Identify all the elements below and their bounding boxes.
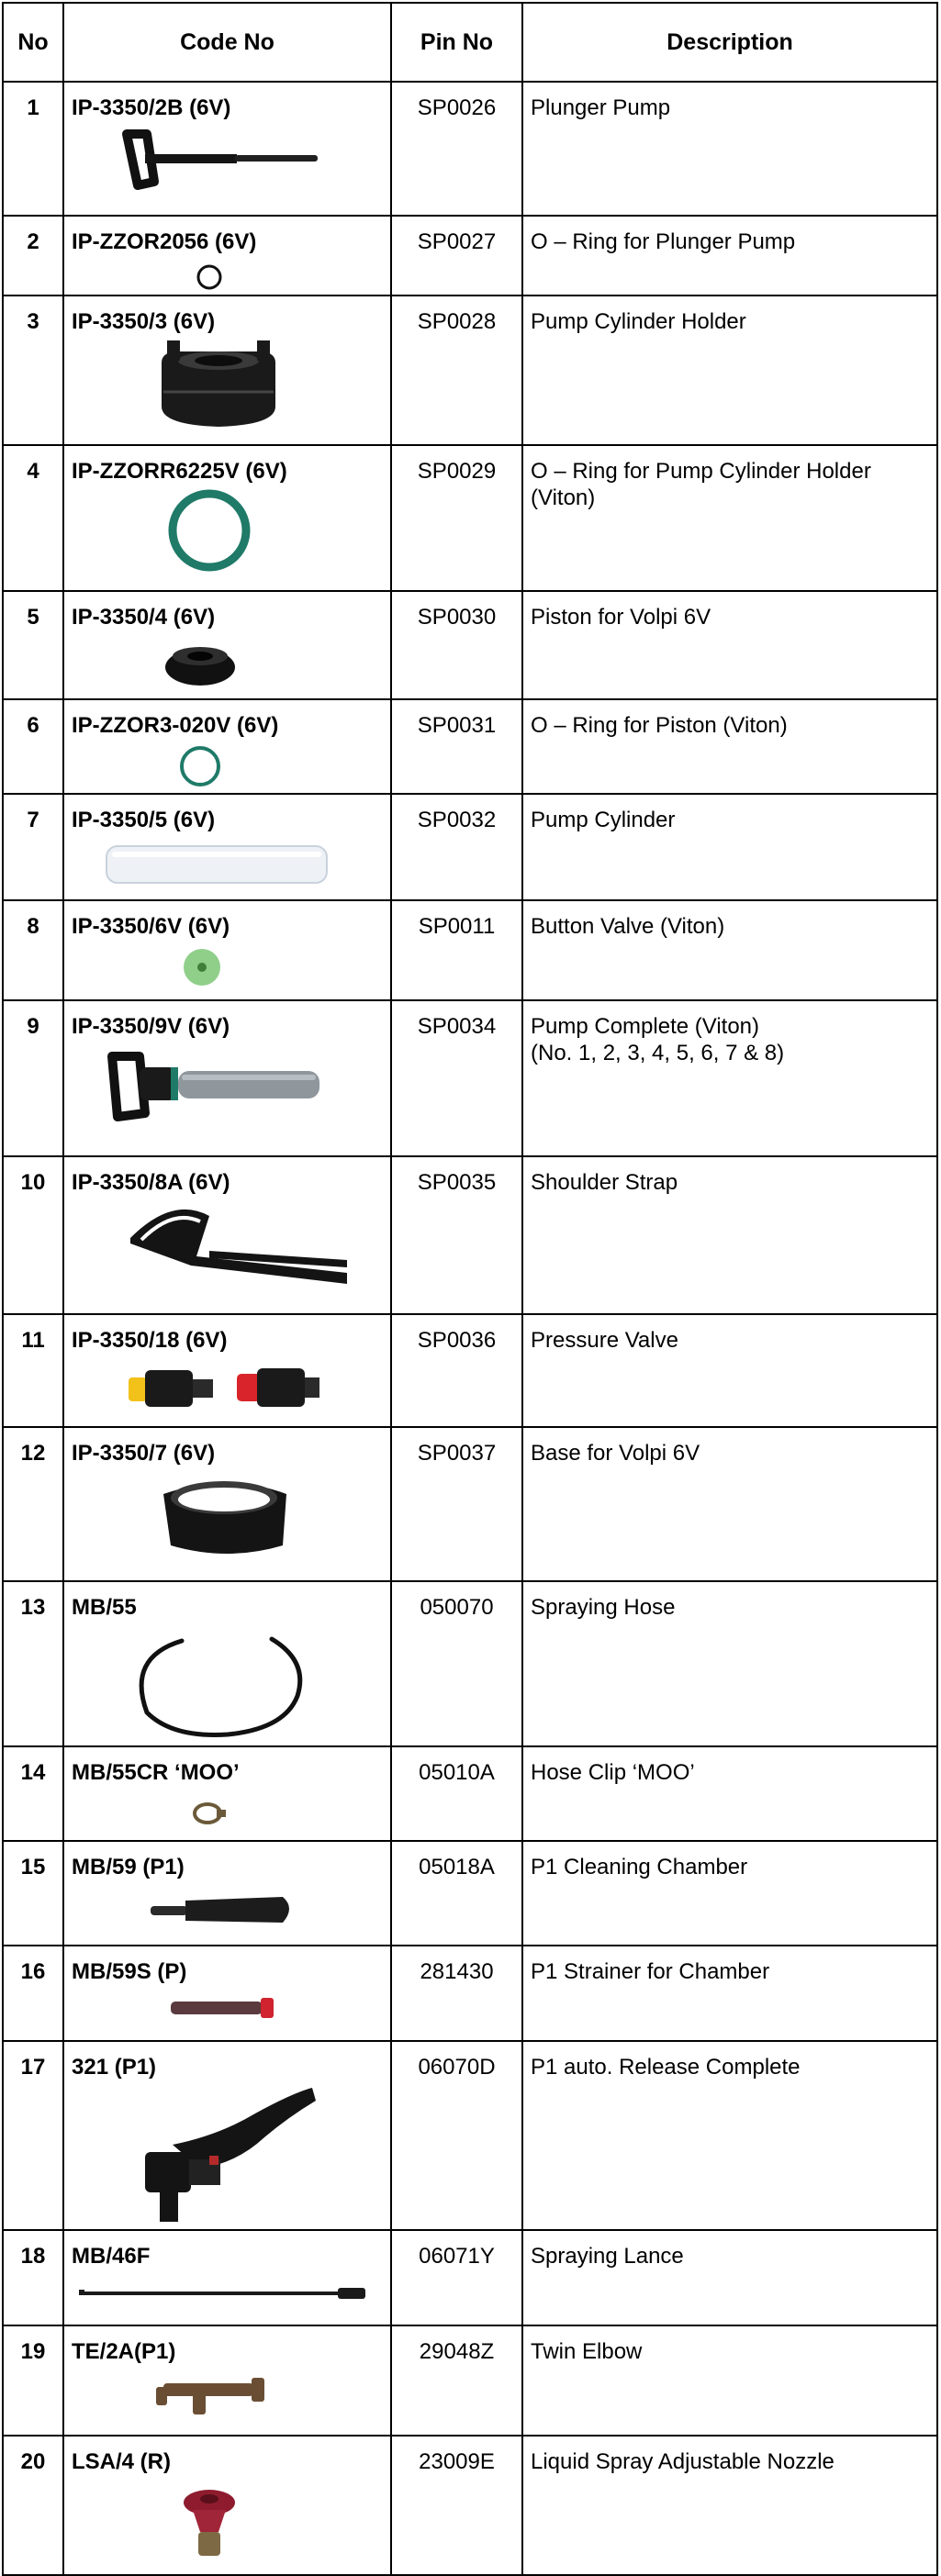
row-no: 13: [3, 1581, 63, 1746]
row-no: 17: [3, 2041, 63, 2230]
row-desc-cell: [522, 1841, 937, 1946]
row-code: MB/55CR ‘MOO’: [72, 1760, 240, 1785]
table-header-row: [3, 3, 937, 82]
release-handle-icon: [72, 2080, 384, 2227]
row-no: 7: [3, 794, 63, 900]
row-desc-cell: [522, 1314, 937, 1427]
nozzle-icon: [72, 2475, 384, 2570]
row-code-cell: [63, 216, 391, 296]
header-description: Description: [522, 3, 937, 82]
cylinder-holder-icon: [72, 335, 384, 436]
row-code: IP-3350/6V (6V): [72, 914, 230, 939]
row-pin: SP0027: [391, 216, 522, 296]
piston-icon: [72, 630, 384, 691]
row-code: LSA/4 (R): [72, 2449, 171, 2474]
row-pin: SP0026: [391, 82, 522, 216]
row-code: MB/55: [72, 1595, 137, 1620]
header-no: No: [3, 3, 63, 82]
row-no: 9: [3, 1000, 63, 1156]
row-desc-cell: [522, 1000, 937, 1156]
shoulder-strap-icon: [72, 1196, 384, 1297]
row-desc: O – Ring for Piston (Viton): [531, 713, 788, 738]
row-pin: SP0032: [391, 794, 522, 900]
row-desc: Liquid Spray Adjustable Nozzle: [531, 2449, 835, 2474]
row-desc: Plunger Pump: [531, 95, 671, 120]
row-code: MB/46F: [72, 2244, 151, 2269]
row-no: 12: [3, 1427, 63, 1581]
row-code-cell: [63, 591, 391, 699]
table-row: [3, 1946, 937, 2041]
row-pin: SP0030: [391, 591, 522, 699]
row-code-cell: [63, 1427, 391, 1581]
row-no: 5: [3, 591, 63, 699]
row-desc-cell: [522, 699, 937, 794]
row-no: 19: [3, 2325, 63, 2436]
row-no: 2: [3, 216, 63, 296]
row-code: IP-3350/4 (6V): [72, 605, 216, 630]
cleaning-chamber-icon: [72, 1880, 384, 1937]
strainer-icon: [72, 1985, 384, 2033]
row-code-cell: [63, 445, 391, 591]
row-desc: P1 Strainer for Chamber: [531, 1959, 770, 1984]
row-desc-cell: [522, 2436, 937, 2575]
row-code-cell: [63, 794, 391, 900]
table-row: [3, 1314, 937, 1427]
row-code-cell: [63, 699, 391, 794]
row-desc: P1 auto. Release Complete: [531, 2055, 801, 2080]
row-pin: SP0029: [391, 445, 522, 591]
table-row: [3, 445, 937, 591]
pump-complete-icon: [72, 1040, 384, 1141]
row-code: MB/59S (P): [72, 1959, 187, 1984]
row-desc-cell: [522, 1581, 937, 1746]
table-row: [3, 1156, 937, 1314]
row-desc-cell: [522, 1946, 937, 2041]
table-row: [3, 1746, 937, 1841]
row-no: 1: [3, 82, 63, 216]
row-desc-line-2: (Viton): [531, 485, 596, 510]
pressure-valve-icon: [72, 1354, 384, 1420]
row-code: 321 (P1): [72, 2055, 157, 2080]
twin-elbow-icon: [72, 2365, 384, 2425]
row-no: 4: [3, 445, 63, 591]
row-pin: SP0036: [391, 1314, 522, 1427]
row-code-cell: [63, 1000, 391, 1156]
row-pin: SP0034: [391, 1000, 522, 1156]
row-code: IP-3350/2B (6V): [72, 95, 231, 120]
row-code-cell: [63, 296, 391, 445]
row-desc-cell: [522, 1427, 937, 1581]
plunger-pump-icon: [72, 121, 384, 209]
row-pin: 05018A: [391, 1841, 522, 1946]
row-code: IP-ZZOR2056 (6V): [72, 229, 257, 254]
row-code: IP-ZZOR3-020V (6V): [72, 713, 279, 738]
row-no: 18: [3, 2230, 63, 2325]
row-desc: O – Ring for Plunger Pump: [531, 229, 796, 254]
row-code: IP-3350/3 (6V): [72, 309, 216, 334]
row-code-cell: [63, 2325, 391, 2436]
row-desc-cell: [522, 1746, 937, 1841]
row-no: 11: [3, 1314, 63, 1427]
row-no: 15: [3, 1841, 63, 1946]
button-valve-icon: [72, 940, 384, 991]
table-row: [3, 82, 937, 216]
row-no: 20: [3, 2436, 63, 2575]
row-code-cell: [63, 1946, 391, 2041]
pump-cylinder-icon: [72, 833, 384, 888]
table-row: [3, 1841, 937, 1946]
row-desc: Pressure Valve: [531, 1328, 678, 1353]
row-pin: SP0035: [391, 1156, 522, 1314]
row-desc: Hose Clip ‘MOO’: [531, 1760, 695, 1785]
row-desc: Pump Complete (Viton): [531, 1014, 759, 1039]
row-pin: 29048Z: [391, 2325, 522, 2436]
table-row: [3, 296, 937, 445]
parts-table: [2, 2, 938, 2576]
row-desc-cell: [522, 82, 937, 216]
row-code: IP-3350/8A (6V): [72, 1170, 230, 1195]
row-code-cell: [63, 2230, 391, 2325]
row-code-cell: [63, 1746, 391, 1841]
header-code: Code No: [63, 3, 391, 82]
row-desc-cell: [522, 591, 937, 699]
table-row: [3, 591, 937, 699]
table-row: [3, 2325, 937, 2436]
row-code: MB/59 (P1): [72, 1855, 185, 1879]
row-code: IP-3350/18 (6V): [72, 1328, 228, 1353]
row-pin: SP0028: [391, 296, 522, 445]
row-code: IP-3350/9V (6V): [72, 1014, 230, 1039]
base-ring-icon: [72, 1466, 384, 1567]
row-desc: Spraying Lance: [531, 2244, 684, 2269]
row-code-cell: [63, 1156, 391, 1314]
table-row: [3, 2436, 937, 2575]
row-code-cell: [63, 1314, 391, 1427]
row-desc-cell: [522, 2041, 937, 2230]
row-pin: SP0011: [391, 900, 522, 1000]
table-row: [3, 1581, 937, 1746]
row-desc: Twin Elbow: [531, 2339, 643, 2364]
row-no: 10: [3, 1156, 63, 1314]
row-desc-cell: [522, 2230, 937, 2325]
row-desc: Base for Volpi 6V: [531, 1441, 700, 1466]
row-desc-cell: [522, 1156, 937, 1314]
row-pin: 06071Y: [391, 2230, 522, 2325]
row-no: 14: [3, 1746, 63, 1841]
row-pin: 23009E: [391, 2436, 522, 2575]
table-row: [3, 2041, 937, 2230]
table-row: [3, 699, 937, 794]
row-desc-cell: [522, 216, 937, 296]
row-no: 8: [3, 900, 63, 1000]
hose-clip-icon: [72, 1786, 384, 1835]
row-code-cell: [63, 2041, 391, 2230]
row-desc: Pump Cylinder: [531, 808, 676, 832]
row-desc-cell: [522, 445, 937, 591]
row-desc: Button Valve (Viton): [531, 914, 725, 939]
row-code: IP-3350/7 (6V): [72, 1441, 216, 1466]
row-code: TE/2A(P1): [72, 2339, 176, 2364]
table-row: [3, 900, 937, 1000]
row-desc-line-2: (No. 1, 2, 3, 4, 5, 6, 7 & 8): [531, 1040, 785, 1065]
row-code-cell: [63, 2436, 391, 2575]
row-code-cell: [63, 82, 391, 216]
row-pin: 05010A: [391, 1746, 522, 1841]
table-row: [3, 2230, 937, 2325]
row-desc: O – Ring for Pump Cylinder Holder: [531, 459, 871, 484]
row-code-cell: [63, 900, 391, 1000]
row-code: IP-ZZORR6225V (6V): [72, 459, 287, 484]
table-row: [3, 1427, 937, 1581]
row-desc: Spraying Hose: [531, 1595, 676, 1620]
row-pin: SP0037: [391, 1427, 522, 1581]
row-desc-cell: [522, 794, 937, 900]
row-desc: Piston for Volpi 6V: [531, 605, 711, 630]
spraying-lance-icon: [72, 2269, 384, 2315]
o-ring-icon: [72, 255, 384, 292]
row-code-cell: [63, 1581, 391, 1746]
table-row: [3, 1000, 937, 1156]
row-desc-cell: [522, 900, 937, 1000]
row-desc-cell: [522, 296, 937, 445]
header-pin: Pin No: [391, 3, 522, 82]
spraying-hose-icon: [72, 1621, 384, 1740]
row-desc-cell: [522, 2325, 937, 2436]
table-row: [3, 794, 937, 900]
row-code: IP-3350/5 (6V): [72, 808, 216, 832]
row-desc: Shoulder Strap: [531, 1170, 678, 1195]
row-pin: 281430: [391, 1946, 522, 2041]
table-row: [3, 216, 937, 296]
row-no: 6: [3, 699, 63, 794]
row-desc: P1 Cleaning Chamber: [531, 1855, 748, 1879]
row-pin: 06070D: [391, 2041, 522, 2230]
green-o-ring-icon: [72, 485, 384, 576]
row-pin: SP0031: [391, 699, 522, 794]
row-no: 3: [3, 296, 63, 445]
row-pin: 050070: [391, 1581, 522, 1746]
small-green-o-ring-icon: [72, 739, 384, 788]
row-no: 16: [3, 1946, 63, 2041]
row-desc: Pump Cylinder Holder: [531, 309, 746, 334]
row-code-cell: [63, 1841, 391, 1946]
